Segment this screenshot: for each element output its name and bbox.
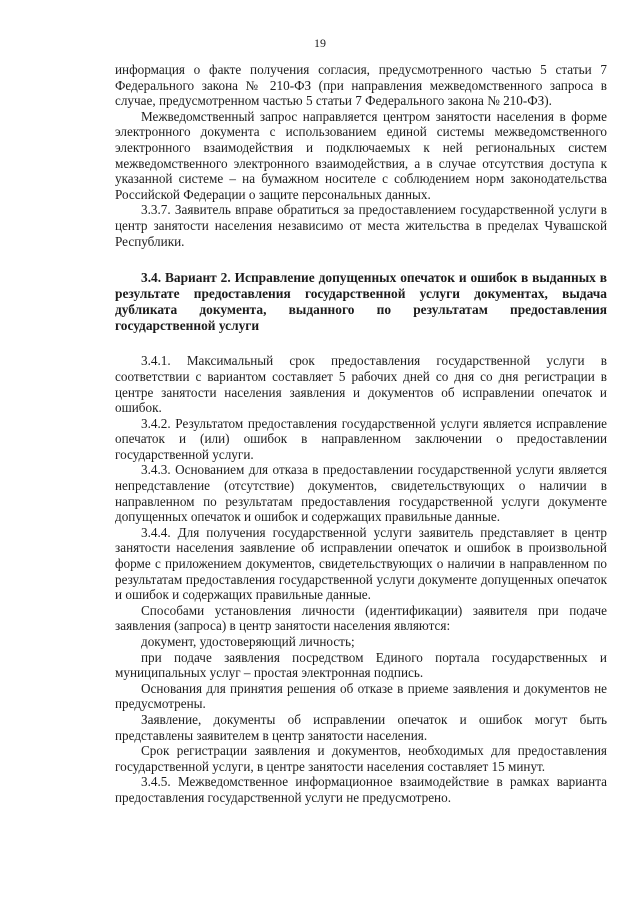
paragraph-interagency-request: Межведомственный запрос направляется центром занятости населения в форме электронного документа с использованием единой системы межведомственного электронного взаимодействия и подключаемых к ней региональных систем межведомственного электронного взаимодействия, а в случае отсутствия доступа к указанной системе – на бумажном носителе с соблюдением норм законодательства Российской Федерации о защите персональных данных. — [115, 108, 607, 202]
paragraph-no-refusal-grounds: Основания для принятия решения об отказе в приеме заявления и документов не предусмотрены. — [115, 680, 607, 712]
section-heading-3-4: 3.4. Вариант 2. Исправление допущенных опечаток и ошибок в выданных в результате предоставления государственной услуги документах, выдача дубликата документа, выданного по результатам предоставления государственной услуги — [115, 270, 607, 333]
paragraph-3-4-2: 3.4.2. Результатом предоставления государственной услуги является исправление опечаток и (или) ошибок в направленном заключении о предоставлении государственной услуги. — [115, 415, 607, 462]
paragraph-identity-document: документ, удостоверяющий личность; — [141, 634, 355, 649]
paragraph-3-4-5: 3.4.5. Межведомственное информационное взаимодействие в рамках варианта предоставления государственной услуги не предусмотрено. — [115, 774, 607, 805]
page-body — [115, 62, 607, 806]
paragraph-3-4-3: 3.4.3. Основанием для отказа в предоставлении государственной услуги является непредставление (отсутствие) документов, свидетельствующих о наличии в направленном по результатам предоставления государственной услуги документе допущенных опечаток и ошибок и содержащих правильные данные. — [115, 462, 607, 525]
paragraph-registration-time: Срок регистрации заявления и документов, необходимых для предоставления государственной услуги, в центре занятости населения составляет 15 минут. — [115, 743, 607, 774]
paragraph-submission: Заявление, документы об исправлении опечаток и ошибок могут быть представлены заявителем в центр занятости населения. — [115, 711, 607, 743]
paragraph-3-4-4: 3.4.4. Для получения государственной услуги заявитель представляет в центр занятости населения заявление об исправлении опечаток и ошибок в произвольной форме с приложением документов, свидетельствующих о наличии в направленном по результатам предоставления государственной услуги документе допущенных опечаток и ошибок и содержащих правильные данные. — [115, 524, 607, 603]
page-number: 19 — [314, 36, 326, 50]
paragraph-identification-methods: Способами установления личности (идентификации) заявителя при подаче заявления (запроса) в центр занятости населения являются: — [115, 602, 607, 634]
paragraph-3-3-7: 3.3.7. Заявитель вправе обратиться за предоставлением государственной услуги в центр занятости населения независимо от места жительства в пределах Чувашской Республики. — [115, 202, 607, 249]
paragraph-3-4-1: 3.4.1. Максимальный срок предоставления государственной услуги в соответствии с вариантом составляет 5 рабочих дней со дня со дня регистрации в центре занятости населения заявления и документов об исправлении опечаток и ошибок. — [115, 353, 607, 416]
paragraph-portal-signature: при подаче заявления посредством Единого портала государственных и муниципальных услуг – простая электронная подпись. — [115, 649, 607, 681]
paragraph-consent-info: информация о факте получения согласия, предусмотренного частью 5 статьи 7 Федерального закона № 210-ФЗ (при направления межведомственного запроса в случае, предусмотренном частью 5 статьи 7 Федерального закона № 210-ФЗ). — [115, 62, 607, 109]
